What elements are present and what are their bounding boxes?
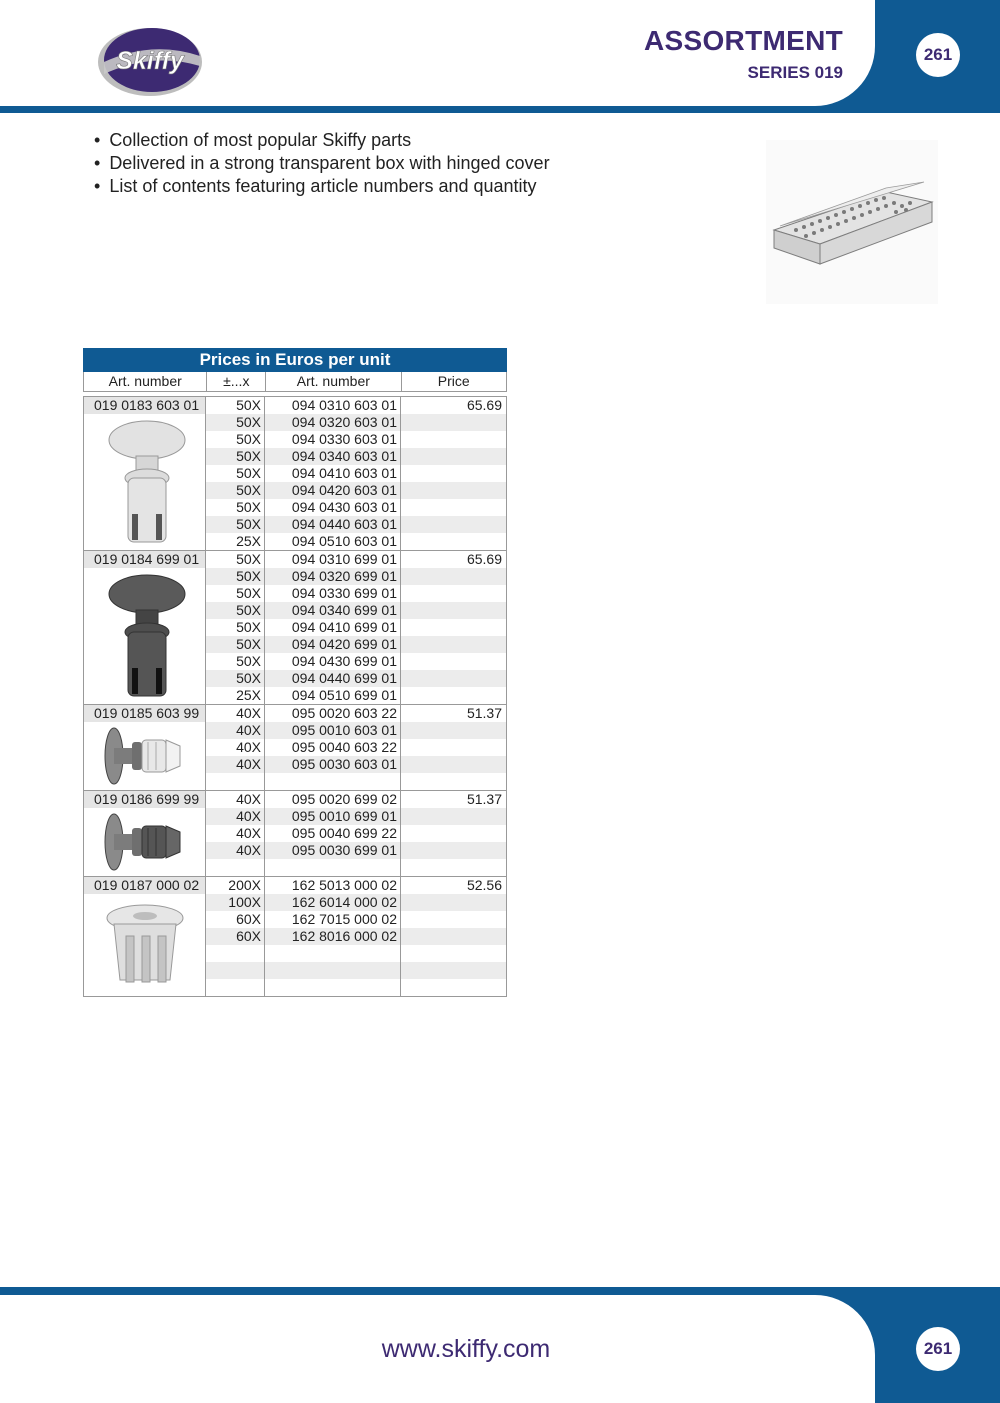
quantity-cell (206, 773, 265, 790)
part-number-cell: 094 0310 603 01 (265, 397, 401, 414)
quantity-cell: 50X (206, 448, 265, 465)
part-number-cell: 095 0040 699 22 (265, 825, 401, 842)
quantity-cell: 40X (206, 722, 265, 739)
quantity-cell (206, 945, 265, 962)
part-number-cell: 094 0420 699 01 (265, 636, 401, 653)
quantity-cell: 50X (206, 499, 265, 516)
quantity-cell: 40X (206, 791, 265, 808)
quantity-cell: 50X (206, 551, 265, 568)
quantity-cell: 40X (206, 825, 265, 842)
assortment-group (84, 396, 506, 550)
feature-item: • Collection of most popular Skiffy parts (94, 129, 550, 152)
part-number-cell: 094 0440 603 01 (265, 516, 401, 533)
assortment-group (84, 876, 506, 996)
assortment-group (84, 550, 506, 704)
assortment-art-number: 019 0185 603 99 (84, 705, 205, 722)
feature-list (94, 129, 550, 198)
quantity-cell: 40X (206, 705, 265, 722)
part-number-cell: 094 0330 699 01 (265, 585, 401, 602)
nylon-nut-icon (84, 894, 207, 996)
series-subtitle: SERIES 019 (747, 63, 843, 82)
part-number-cell: 094 0440 699 01 (265, 670, 401, 687)
part-number-cell: 094 0330 603 01 (265, 431, 401, 448)
quantity-cell: 50X (206, 516, 265, 533)
part-number-cell: 095 0040 603 22 (265, 739, 401, 756)
part-number-cell: 094 0430 603 01 (265, 499, 401, 516)
part-number-cell: 162 6014 000 02 (265, 894, 401, 911)
quantity-cell: 50X (206, 397, 265, 414)
quantity-cell: 100X (206, 894, 265, 911)
part-number-cell: 095 0020 699 02 (265, 791, 401, 808)
part-number-cell (265, 859, 401, 876)
quantity-cell: 60X (206, 911, 265, 928)
quantity-cell: 40X (206, 842, 265, 859)
website-link[interactable]: www.skiffy.com (381, 1335, 551, 1363)
quantity-cell: 25X (206, 687, 265, 704)
quantity-cell (206, 979, 265, 996)
header-price: Price (437, 373, 470, 389)
page-number-badge: 261 (916, 1327, 960, 1371)
black-push-rivet-icon (84, 568, 207, 704)
header-part-number: Art. number (266, 372, 401, 391)
quantity-cell: 50X (206, 670, 265, 687)
quantity-cell: 50X (206, 465, 265, 482)
assortment-group (84, 790, 506, 876)
price-cell: 51.37 (466, 791, 502, 807)
part-number-cell (265, 945, 401, 962)
quantity-cell: 50X (206, 585, 265, 602)
quantity-cell: 50X (206, 602, 265, 619)
assortment-box-image (766, 140, 938, 304)
price-cell: 51.37 (466, 705, 502, 721)
header-art-number: Art. number (84, 372, 207, 391)
part-number-cell: 162 7015 000 02 (265, 911, 401, 928)
page-number-badge: 261 (916, 33, 960, 77)
quantity-cell: 50X (206, 619, 265, 636)
part-number-cell (265, 962, 401, 979)
quantity-cell (206, 859, 265, 876)
quantity-cell: 50X (206, 482, 265, 499)
quantity-cell (206, 962, 265, 979)
quantity-cell: 60X (206, 928, 265, 945)
part-number-cell: 094 0420 603 01 (265, 482, 401, 499)
assortment-art-number: 019 0186 699 99 (84, 791, 205, 808)
part-number-cell: 094 0410 699 01 (265, 619, 401, 636)
part-number-cell: 095 0020 603 22 (265, 705, 401, 722)
assortment-art-number: 019 0187 000 02 (84, 877, 205, 894)
assortment-group (84, 704, 506, 790)
part-number-cell: 095 0010 603 01 (265, 722, 401, 739)
part-number-cell: 162 8016 000 02 (265, 928, 401, 945)
black-clip-icon (84, 808, 207, 876)
svg-text:Skiffy: Skiffy (116, 47, 184, 75)
part-number-cell: 094 0340 603 01 (265, 448, 401, 465)
part-number-cell (265, 979, 401, 996)
quantity-cell: 40X (206, 739, 265, 756)
quantity-cell: 200X (206, 877, 265, 894)
part-number-cell: 094 0310 699 01 (265, 551, 401, 568)
part-number-cell: 094 0510 603 01 (265, 533, 401, 550)
price-cell: 52.56 (466, 877, 502, 893)
part-number-cell: 095 0030 603 01 (265, 756, 401, 773)
price-cell: 65.69 (466, 551, 502, 567)
quantity-cell: 40X (206, 756, 265, 773)
white-clip-icon (84, 722, 207, 790)
part-number-cell: 095 0030 699 01 (265, 842, 401, 859)
header-quantity: ±...x (207, 372, 266, 391)
part-number-cell: 094 0430 699 01 (265, 653, 401, 670)
price-cell: 65.69 (466, 397, 502, 413)
price-table-header (83, 372, 507, 392)
assortment-art-number: 019 0183 603 01 (84, 397, 205, 414)
page-title: ASSORTMENT (644, 25, 843, 56)
part-number-cell: 162 5013 000 02 (265, 877, 401, 894)
quantity-cell: 50X (206, 636, 265, 653)
price-table-title: Prices in Euros per unit (83, 348, 507, 372)
feature-item: • List of contents featuring article numbers and quantity (94, 175, 550, 198)
white-push-rivet-icon (84, 414, 207, 550)
skiffy-logo (92, 22, 204, 98)
quantity-cell: 50X (206, 414, 265, 431)
price-table (83, 348, 507, 997)
quantity-cell: 50X (206, 653, 265, 670)
quantity-cell: 50X (206, 568, 265, 585)
part-number-cell: 094 0320 699 01 (265, 568, 401, 585)
quantity-cell: 25X (206, 533, 265, 550)
part-number-cell: 095 0010 699 01 (265, 808, 401, 825)
assortment-art-number: 019 0184 699 01 (84, 551, 205, 568)
quantity-cell: 40X (206, 808, 265, 825)
part-number-cell: 094 0340 699 01 (265, 602, 401, 619)
quantity-cell: 50X (206, 431, 265, 448)
part-number-cell: 094 0510 699 01 (265, 687, 401, 704)
part-number-cell: 094 0410 603 01 (265, 465, 401, 482)
part-number-cell (265, 773, 401, 790)
feature-item: • Delivered in a strong transparent box with hinged cover (94, 152, 550, 175)
part-number-cell: 094 0320 603 01 (265, 414, 401, 431)
